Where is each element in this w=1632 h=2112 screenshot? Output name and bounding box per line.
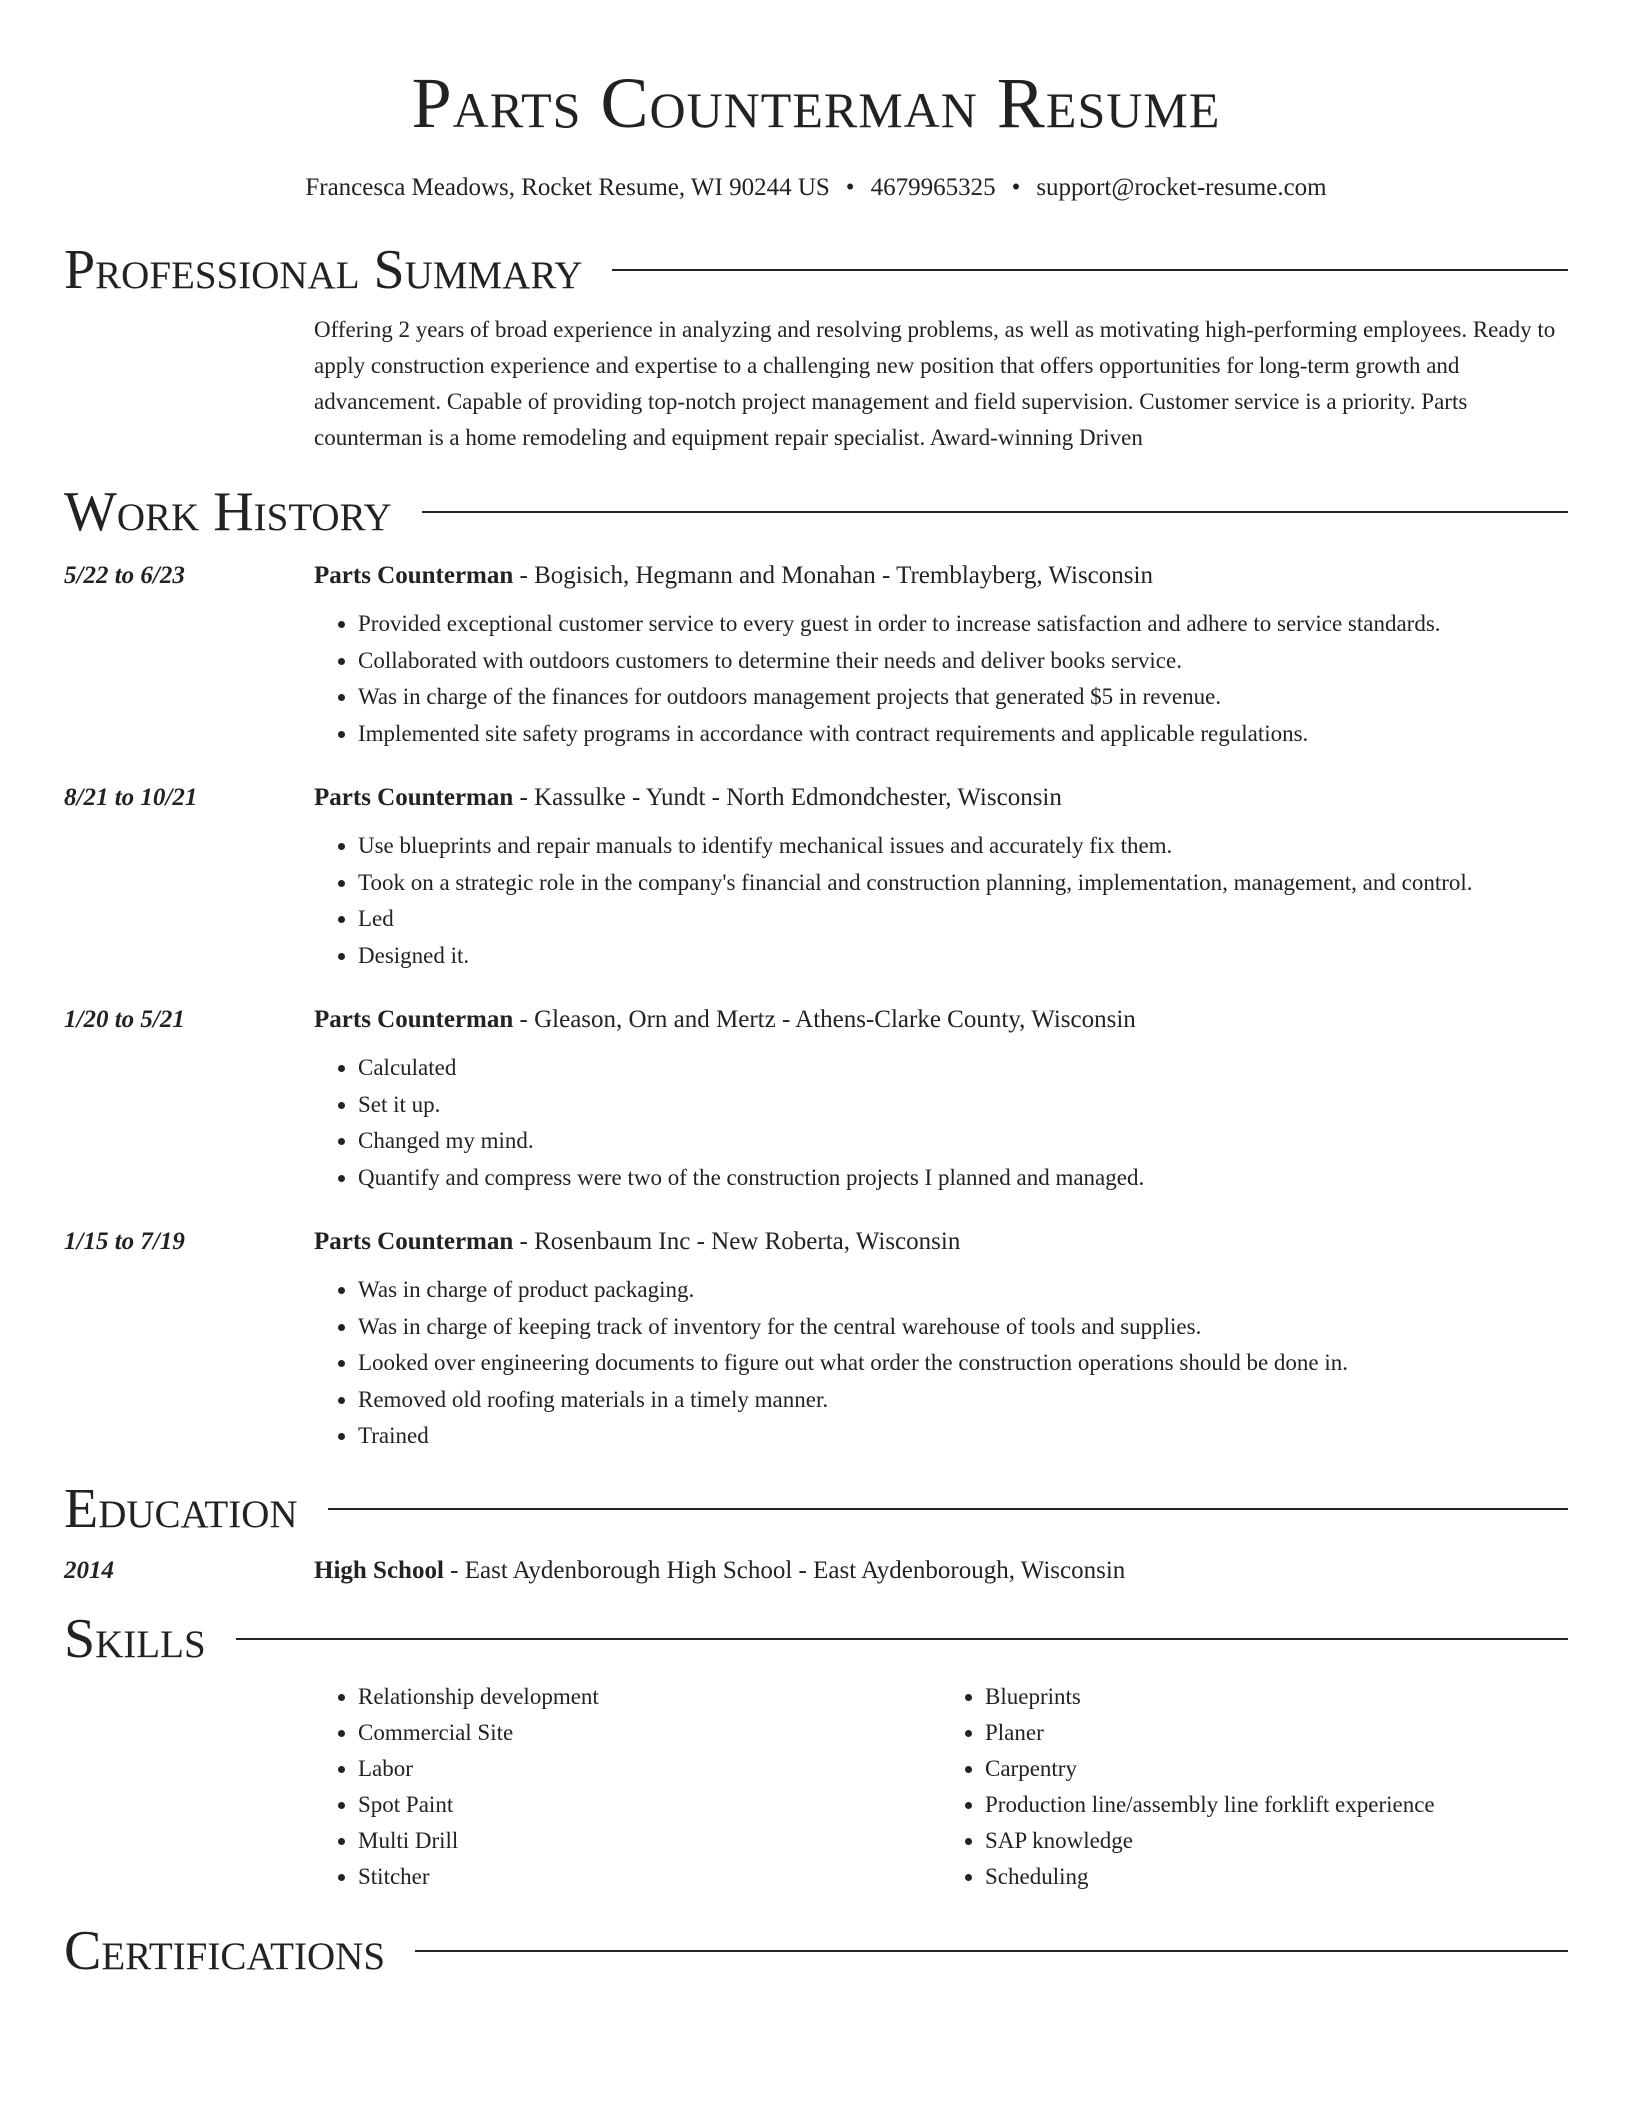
job-bullet: • Removed old roofing materials in a timely manner. (358, 1382, 1568, 1419)
section-divider (612, 269, 1568, 271)
skill-item: • Blueprints (985, 1679, 1568, 1715)
job-headline (314, 778, 1568, 818)
section-divider (328, 1508, 1568, 1510)
certifications-section-header (64, 1919, 1568, 1983)
certifications-heading: Certifications (64, 1919, 386, 1982)
job-headline (314, 1222, 1568, 1262)
education-details: - East Aydenborough High School - East Aydenborough, Wisconsin (443, 1556, 1126, 1584)
contact-line (64, 168, 1568, 208)
skill-item: • Labor (358, 1751, 941, 1787)
job-details: - Bogisich, Hegmann and Monahan - Tremblayberg, Wisconsin (513, 562, 1153, 589)
education-section-header (64, 1477, 1568, 1541)
job-bullet: • Was in charge of product packaging. (358, 1272, 1568, 1309)
resume-page (64, 0, 1568, 1983)
work-heading: Work History (64, 481, 392, 543)
job-bullet: • Was in charge of the finances for outdoors management projects that generated $5 in revenue. (358, 679, 1568, 716)
job-bullet: • Was in charge of keeping track of inventory for the central warehouse of tools and supplies. (358, 1309, 1568, 1346)
job-bullet: • Took on a strategic role in the company's financial and construction planning, implementation, management, and control. (358, 865, 1568, 902)
skill-item: • SAP knowledge (985, 1823, 1568, 1859)
contact-separator: • (1011, 174, 1021, 201)
job-title: Parts Counterman (314, 1006, 514, 1033)
job-bullet: • Use blueprints and repair manuals to identify mechanical issues and accurately fix them. (358, 828, 1568, 865)
skill-item: • Planer (985, 1715, 1568, 1751)
skill-item: • Stitcher (358, 1859, 941, 1895)
skill-item: • Carpentry (985, 1751, 1568, 1787)
summary-heading: Professional Summary (64, 239, 583, 301)
job-entry (64, 1222, 1568, 1455)
job-title: Parts Counterman (314, 1228, 514, 1255)
skills-column-left (314, 1679, 941, 1895)
job-bullets (314, 1272, 1568, 1455)
contact-separator: • (845, 174, 855, 201)
skills-section-header (64, 1607, 1568, 1671)
job-headline (314, 556, 1568, 596)
skills-column-right (941, 1679, 1568, 1895)
job-bullet: • Trained (358, 1418, 1568, 1455)
job-bullet: • Implemented site safety programs in accordance with contract requirements and applicable regulations. (358, 716, 1568, 753)
job-bullet: • Looked over engineering documents to figure out what order the construction operations should be done in. (358, 1345, 1568, 1382)
job-bullets (314, 1050, 1568, 1196)
job-entry (64, 1000, 1568, 1196)
job-bullet: • Set it up. (358, 1087, 1568, 1124)
contact-phone: 4679965325 (870, 174, 996, 201)
job-bullet: • Calculated (358, 1050, 1568, 1087)
education-degree: High School (314, 1556, 444, 1584)
job-dates: 8/21 to 10/21 (64, 784, 198, 811)
education-headline (314, 1551, 1568, 1591)
job-headline (314, 1000, 1568, 1040)
education-year: 2014 (64, 1556, 114, 1584)
job-bullets (314, 828, 1568, 974)
job-entry (64, 556, 1568, 752)
job-bullet: • Changed my mind. (358, 1123, 1568, 1160)
contact-email: support@rocket-resume.com (1036, 174, 1327, 201)
skills-list (314, 1679, 1568, 1895)
job-details: - Rosenbaum Inc - New Roberta, Wisconsin (513, 1228, 961, 1255)
job-details: - Kassulke - Yundt - North Edmondchester, Wisconsin (513, 784, 1062, 811)
job-bullet: • Collaborated with outdoors customers to determine their needs and deliver books service. (358, 643, 1568, 680)
education-heading: Education (64, 1477, 298, 1540)
skills-heading: Skills (64, 1607, 206, 1670)
skill-item: • Scheduling (985, 1859, 1568, 1895)
resume-title: Parts Counterman Resume (411, 63, 1221, 143)
section-divider (415, 1950, 1568, 1952)
skill-item: • Relationship development (358, 1679, 941, 1715)
education-entry (64, 1551, 1568, 1591)
job-bullets (314, 606, 1568, 752)
job-dates: 1/15 to 7/19 (64, 1228, 185, 1255)
contact-address: Francesca Meadows, Rocket Resume, WI 90244 US (305, 174, 830, 201)
section-divider (236, 1638, 1568, 1640)
summary-section-header (64, 238, 1568, 302)
skill-item: • Commercial Site (358, 1715, 941, 1751)
work-section-header (64, 480, 1568, 544)
job-bullet: • Led (358, 901, 1568, 938)
summary-text: Offering 2 years of broad experience in analyzing and resolving problems, as well as motivating high-performing employees. Ready to apply construction experience and expertise to a challenging new position that offers opportunities for long-term growth and advancement. Capable of providing top-notch project management and field supervision. Customer service is a priority. Parts counterman is a home remodeling and equipment repair specialist. Award-winning Driven (314, 317, 1556, 450)
job-dates: 5/22 to 6/23 (64, 562, 185, 589)
skill-item: • Production line/assembly line forklift experience (985, 1787, 1568, 1823)
section-divider (422, 511, 1568, 513)
job-bullet: • Designed it. (358, 938, 1568, 975)
skill-item: • Multi Drill (358, 1823, 941, 1859)
job-entry (64, 778, 1568, 974)
job-bullet: • Quantify and compress were two of the construction projects I planned and managed. (358, 1160, 1568, 1197)
job-bullet: • Provided exceptional customer service to every guest in order to increase satisfaction and adhere to service standards. (358, 606, 1568, 643)
job-dates: 1/20 to 5/21 (64, 1006, 185, 1033)
job-title: Parts Counterman (314, 784, 514, 811)
skill-item: • Spot Paint (358, 1787, 941, 1823)
job-details: - Gleason, Orn and Mertz - Athens-Clarke County, Wisconsin (513, 1006, 1136, 1033)
job-title: Parts Counterman (314, 562, 514, 589)
